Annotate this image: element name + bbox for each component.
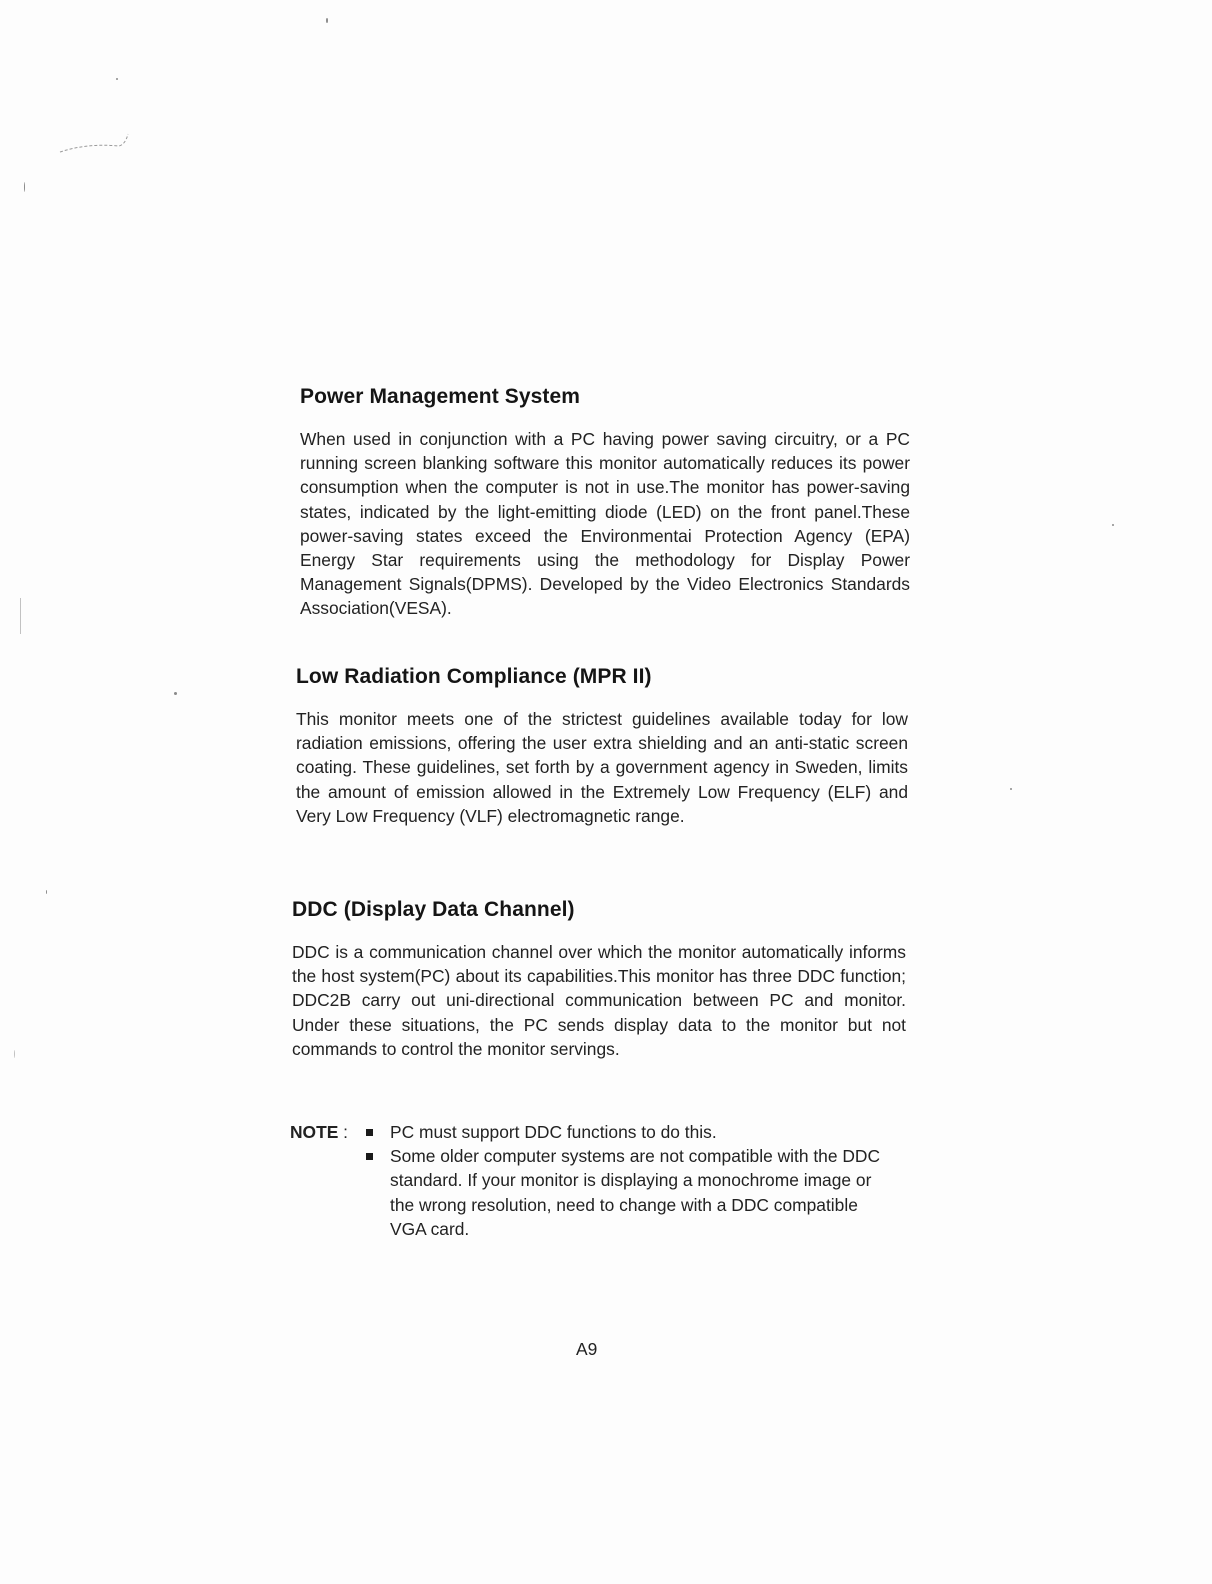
section-heading: DDC (Display Data Channel) <box>292 898 575 921</box>
section-heading: Low Radiation Compliance (MPR II) <box>296 665 652 688</box>
square-bullet-icon <box>366 1129 373 1136</box>
square-bullet-icon <box>366 1153 373 1160</box>
note-label-text: NOTE <box>290 1122 339 1142</box>
note-label <box>290 1120 348 1144</box>
section-ddc <box>292 896 906 1061</box>
note-separator: : <box>343 1122 348 1142</box>
section-power-management <box>300 383 910 621</box>
section-low-radiation <box>296 663 908 828</box>
note-item <box>364 1144 898 1241</box>
scan-speck <box>20 598 21 634</box>
scan-speck <box>14 1050 15 1058</box>
note-item <box>364 1120 898 1144</box>
note-item-text: PC must support DDC functions to do this. <box>390 1122 717 1142</box>
section-heading: Power Management System <box>300 385 581 408</box>
note-list <box>364 1120 898 1241</box>
section-paragraph: DDC is a communication channel over which the monitor automatically informs the host system(PC) about its capabilities.This monitor has three DDC function; DDC2B carry out uni-directional communication between PC and monitor. Under these situations, the PC sends display data to the monitor but not commands to control the monitor servings. <box>292 942 906 1059</box>
scan-speck <box>174 692 177 695</box>
scan-speck <box>326 18 328 23</box>
section-paragraph: When used in conjunction with a PC having power saving circuitry, or a PC running screen blanking software this monitor automatically reduces its power consumption when the computer is not in use.The monitor has power-saving states, indicated by the light-emitting diode (LED) on the front panel.These power-saving states exceed the Environmentai Protection Agency (EPA) Energy Star requirements using the methodology for Display Power Management Signals(DPMS). Developed by the Video Electronics Standards Association(VESA). <box>300 429 910 619</box>
scan-speck <box>46 890 47 894</box>
scan-scratch-mark <box>58 132 130 154</box>
section-paragraph: This monitor meets one of the strictest guidelines available today for low radiation emissions, offering the user extra shielding and an anti-static screen coating. These guidelines, set forth by a government agency in Sweden, limits the amount of emission allowed in the Extremely Low Frequency (ELF) and Very Low Frequency (VLF) electromagnetic range. <box>296 709 908 826</box>
scan-speck <box>1010 788 1012 790</box>
page-number: A9 <box>576 1339 598 1359</box>
note-item-text: Some older computer systems are not compatible with the DDC standard. If your monitor is displaying a monochrome image or the wrong resolution, need to change with a DDC compatible VGA card. <box>390 1146 881 1239</box>
scan-speck <box>116 78 118 80</box>
scan-speck <box>24 182 25 192</box>
scan-speck <box>1112 524 1114 526</box>
